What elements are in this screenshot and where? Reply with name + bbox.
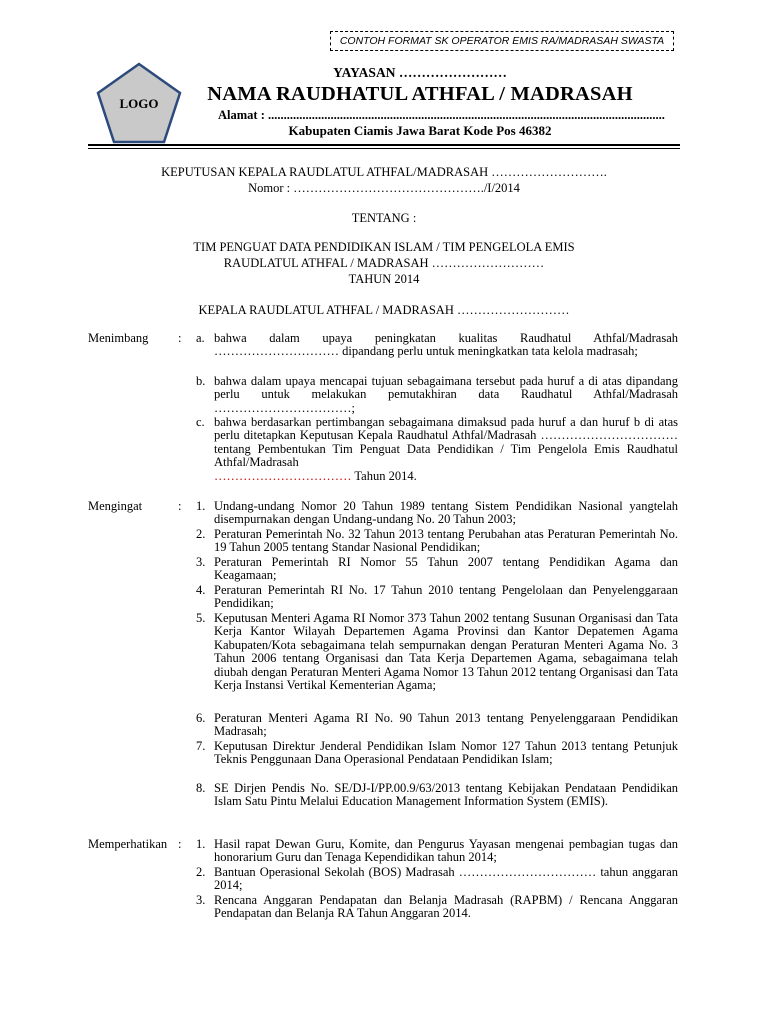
mengingat-marker: 7. <box>196 739 206 753</box>
mengingat-item: Peraturan Menteri Agama RI No. 90 Tahun 2013 tentang Penyelenggaraan Pendidikan Madrasah; <box>214 711 678 739</box>
mengingat-item: Keputusan Menteri Agama RI Nomor 373 Tahun 2002 tentang Susunan Organisasi dan Tata Kerja Kantor Wilayah Departemen Agama Provinsi dan Kantor Depatemen Agama Kabupaten/Kota sebagaimana telah sempurnakan dengan Peraturan Menteri Agama No. 3 Tahun 2006 tentang Organisasi dan Tata Kerja Departemen Agama, sebagaimana telah diubah dengan Peraturan Menteri Agama Nomor 13 Tahun 2012 tentang Organisasi dan Tata Kerja Instansi Vertikal Kementerian Agama; <box>214 611 678 693</box>
mengingat-item: Peraturan Pemerintah RI No. 17 Tahun 2010 tentang Pengelolaan dan Penyelenggaraan Pendidikan; <box>214 583 678 611</box>
memperhatikan-item: Rencana Anggaran Pendapatan dan Belanja Madrasah (RAPBM) / Rencana Anggaran Pendapatan dan Belanja RA Tahun Anggaran 2014. <box>214 893 678 921</box>
mengingat-marker: 8. <box>196 781 206 795</box>
mengingat-item: Peraturan Pemerintah No. 32 Tahun 2013 tentang Perubahan atas Peraturan Pemerintah No. 19 Tahun 2005 tentang Standar Nasional Pendidikan; <box>214 527 678 555</box>
decree-title: KEPUTUSAN KEPALA RAUDLATUL ATHFAL/MADRASAH ………………………. <box>161 165 607 179</box>
menimbang-colon: : <box>178 331 182 345</box>
mengingat-item: Undang-undang Nomor 20 Tahun 1989 tentang Sistem Pendidikan Nasional yangtelah disempurnakan dengan Undang-undang No. 20 Tahun 2003; <box>214 499 678 527</box>
letterhead-rule-thin <box>88 148 680 149</box>
memperhatikan-marker: 2. <box>196 865 206 879</box>
menimbang-marker: a. <box>196 331 205 345</box>
menimbang-item-text: bahwa berdasarkan pertimbangan sebagaimana dimaksud pada huruf a dan huruf b di atas perlu ditetapkan Keputusan Kepala Raudhatul Athfal/Madrasah …………………………… tentang Pembentukan Tim Penguat Data Pendidikan / Tim Pengelola Emis Raudhatul Athfal/Madrasah <box>214 415 678 470</box>
memperhatikan-marker: 1. <box>196 837 206 851</box>
memperhatikan-label: Memperhatikan <box>88 837 168 851</box>
mengingat-label: Mengingat <box>88 499 143 513</box>
menimbang-marker: c. <box>196 415 205 429</box>
red-blank-fill: …………………………… <box>214 468 352 483</box>
decree-number: Nomor : ………………………………………./I/2014 <box>248 181 520 195</box>
logo-placeholder <box>96 62 182 144</box>
mengingat-marker: 6. <box>196 711 206 725</box>
mengingat-marker: 2. <box>196 527 206 541</box>
regency-line: Kabupaten Ciamis Jawa Barat Kode Pos 46382 <box>288 123 552 138</box>
memperhatikan-marker: 3. <box>196 893 206 907</box>
menimbang-item: bahwa dalam upaya peningkatan kualitas Raudhatul Athfal/Madrasah ………………………… dipandang perlu untuk meningkatkan tata kelola madrasah; <box>214 331 678 359</box>
mengingat-marker: 5. <box>196 611 206 625</box>
memperhatikan-item: Hasil rapat Dewan Guru, Komite, dan Pengurus Yayasan mengenai pembagian tugas dan honorarium Guru dan Tenaga Kependidikan tahun 2014; <box>214 837 678 865</box>
letterhead-rule-thick <box>88 144 680 146</box>
mengingat-item: Keputusan Direktur Jenderal Pendidikan Islam Nomor 127 Tahun 2013 tentang Petunjuk Teknis Penggunaan Dana Operasional Pendataan Pendidikan Islam; <box>214 739 678 767</box>
mengingat-colon: : <box>178 499 182 513</box>
mengingat-marker: 1. <box>196 499 206 513</box>
mengingat-item: Peraturan Pemerintah RI Nomor 55 Tahun 2007 tentang Pendidikan Agama dan Keagamaan; <box>214 555 678 583</box>
mengingat-marker: 4. <box>196 583 206 597</box>
logo-label: LOGO <box>119 96 159 111</box>
menimbang-item-tail: Tahun 2014. <box>351 468 417 483</box>
tentang-label: TENTANG : <box>351 211 417 225</box>
mengingat-item: SE Dirjen Pendis No. SE/DJ-I/PP.00.9/63/2013 tentang Kebijakan Pendataan Pendidikan Islam Satu Pintu Melalui Education Management Information System (EMIS). <box>214 781 678 809</box>
yayasan-name: YAYASAN …………………… <box>333 65 507 80</box>
template-note-box: CONTOH FORMAT SK OPERATOR EMIS RA/MADRASAH SWASTA <box>330 31 674 51</box>
address-line: Alamat : ............................................................................................................................... <box>218 108 665 122</box>
menimbang-item <box>214 416 678 483</box>
memperhatikan-colon: : <box>178 837 182 851</box>
kepala-heading: KEPALA RAUDLATUL ATHFAL / MADRASAH ……………………… <box>198 303 570 317</box>
menimbang-marker: b. <box>196 374 206 388</box>
menimbang-label: Menimbang <box>88 331 149 345</box>
mengingat-marker: 3. <box>196 555 206 569</box>
memperhatikan-item: Bantuan Operasional Sekolah (BOS) Madrasah …………………………… tahun anggaran 2014; <box>214 865 678 893</box>
menimbang-item: bahwa dalam upaya mencapai tujuan sebagaimana tersebut pada huruf a di atas dipandang perlu untuk melakukan pemutakhiran data Raudhatul Athfal/Madrasah ……………………………; <box>214 374 678 415</box>
subject-line-1: TIM PENGUAT DATA PENDIDIKAN ISLAM / TIM PENGELOLA EMIS <box>193 240 575 254</box>
institution-name: NAMA RAUDHATUL ATHFAL / MADRASAH <box>207 83 633 105</box>
subject-line-3: TAHUN 2014 <box>348 272 420 286</box>
subject-line-2: RAUDLATUL ATHFAL / MADRASAH ……………………… <box>223 256 545 270</box>
